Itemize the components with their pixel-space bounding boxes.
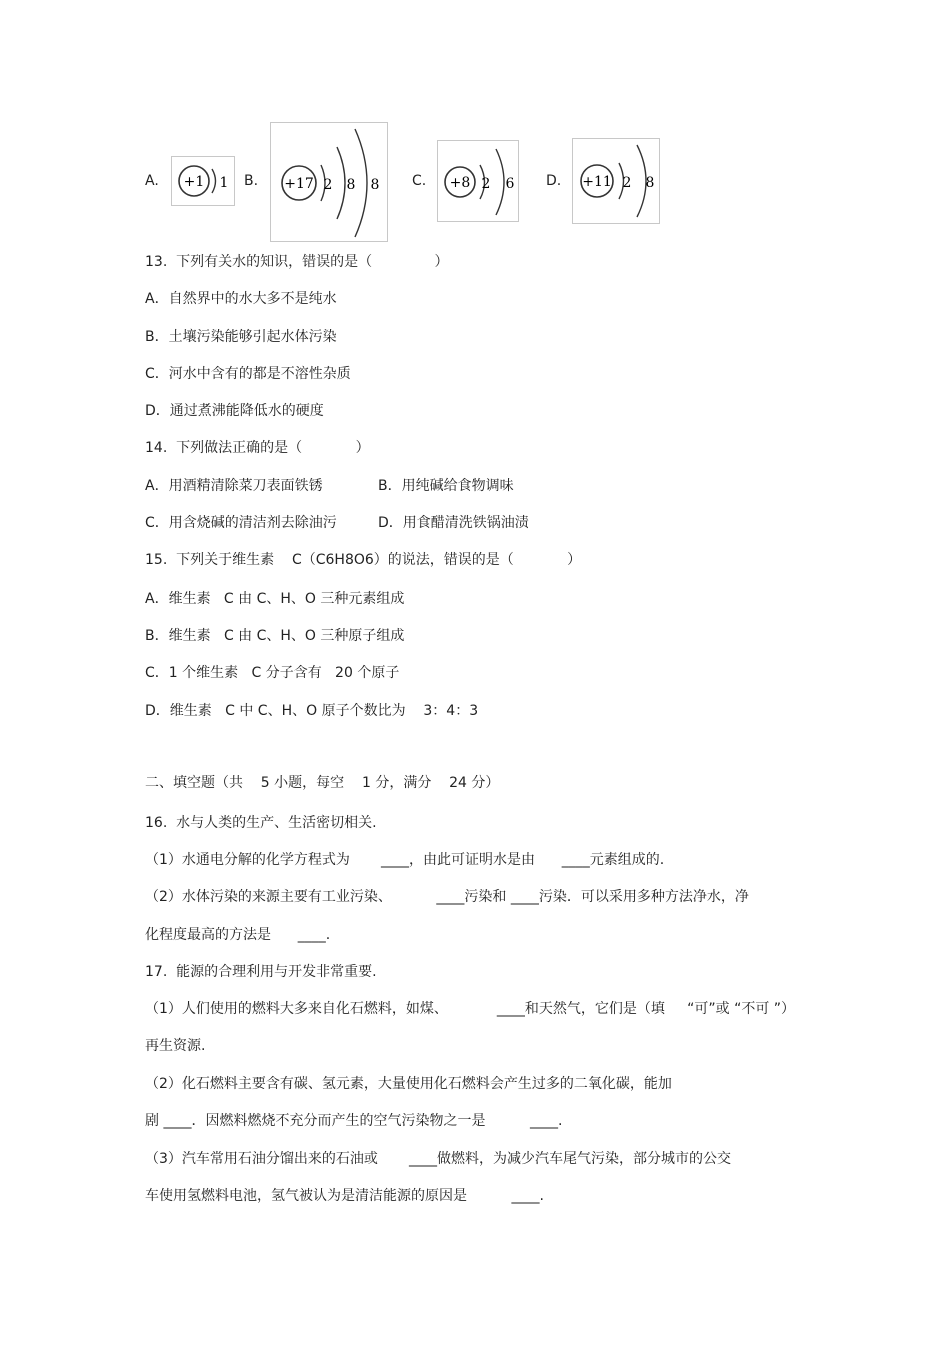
question-16-stem: 16. 水与人类的生产、生活密切相关. (145, 815, 377, 831)
nucleus-charge: +17 (284, 176, 314, 192)
option-b-label: B. (244, 173, 259, 189)
shell-electrons: 6 (505, 176, 515, 192)
option-d-label: D. (546, 173, 562, 189)
atom-diagram-c (437, 140, 519, 222)
nucleus-charge: +11 (582, 174, 612, 190)
atom-diagram-d (572, 138, 660, 224)
question-14-stem: 14. 下列做法正确的是（ ） (145, 440, 370, 456)
question-16-line-3: 化程度最高的方法是 ____. (145, 927, 331, 943)
question-17-line-3: （2）化石燃料主要含有碳、氢元素，大量使用化石燃料会产生过多的二氧化碳，能加 (145, 1076, 672, 1092)
nucleus-charge: +1 (183, 174, 205, 190)
atom-diagram-b (270, 122, 388, 242)
shell-electrons: 2 (323, 177, 333, 193)
question-14-option-d: D．用食醋清洗铁锅油渍 (378, 515, 529, 531)
atom-diagram-a (171, 156, 235, 206)
question-17-line-4: 剧 ____．因燃料燃烧不充分而产生的空气污染物之一是 ____. (145, 1113, 563, 1129)
question-16-line-2: （2）水体污染的来源主要有工业污染、 ____污染和 ____污染．可以采用多种方法净水，净 (145, 889, 749, 905)
shell-electrons: 8 (370, 177, 380, 193)
question-14-option-c: C．用含烧碱的清洁剂去除油污 (145, 515, 337, 531)
option-c-label: C. (412, 173, 427, 189)
question-16-line-1: （1）水通电分解的化学方程式为 ____，由此可证明水是由 ____元素组成的. (145, 852, 665, 868)
question-15-stem: 15. 下列关于维生素 C（C6H8O6）的说法，错误的是（ ） (145, 552, 582, 568)
shell-electrons: 8 (645, 175, 655, 191)
question-14-option-a: A．用酒精清除菜刀表面铁锈 (145, 478, 323, 494)
question-17-line-6: 车使用氢燃料电池，氢气被认为是清洁能源的原因是 ____. (145, 1188, 544, 1204)
option-a-label: A. (145, 173, 159, 189)
question-13-option-c: C．河水中含有的都是不溶性杂质 (145, 366, 351, 382)
shell-electrons: 2 (481, 176, 491, 192)
question-17-line-1: （1）人们使用的燃料大多来自化石燃料，如煤、 ____和天然气，它们是（填 “可”或 “不可 ”） (145, 1001, 796, 1017)
question-17-line-5: （3）汽车常用石油分馏出来的石油或 ____做燃料，为减少汽车尾气污染，部分城市的公交 (145, 1151, 732, 1167)
question-13-stem: 13. 下列有关水的知识，错误的是（ ） (145, 254, 449, 270)
shell-electrons: 8 (346, 177, 356, 193)
shell-electrons: 2 (622, 175, 632, 191)
question-14-option-b: B．用纯碱给食物调味 (378, 478, 514, 494)
question-15-option-d: D．维生素 C 中 C、H、O 原子个数比为 3：4：3 (145, 703, 479, 719)
question-15-option-c: C．1 个维生素 C 分子含有 20 个原子 (145, 665, 400, 681)
section-heading: 二、填空题（共 5 小题，每空 1 分，满分 24 分） (145, 775, 500, 791)
question-15-option-b: B．维生素 C 由 C、H、O 三种原子组成 (145, 628, 405, 644)
question-13-option-b: B．土壤污染能够引起水体污染 (145, 329, 337, 345)
shell-electrons: 1 (219, 175, 229, 191)
question-17-line-2: 再生资源. (145, 1038, 206, 1054)
question-13-option-a: A．自然界中的水大多不是纯水 (145, 291, 337, 307)
question-15-option-a: A．维生素 C 由 C、H、O 三种元素组成 (145, 591, 405, 607)
question-17-stem: 17. 能源的合理利用与开发非常重要. (145, 964, 377, 980)
nucleus-charge: +8 (449, 175, 471, 191)
question-13-option-d: D．通过煮沸能降低水的硬度 (145, 403, 324, 419)
